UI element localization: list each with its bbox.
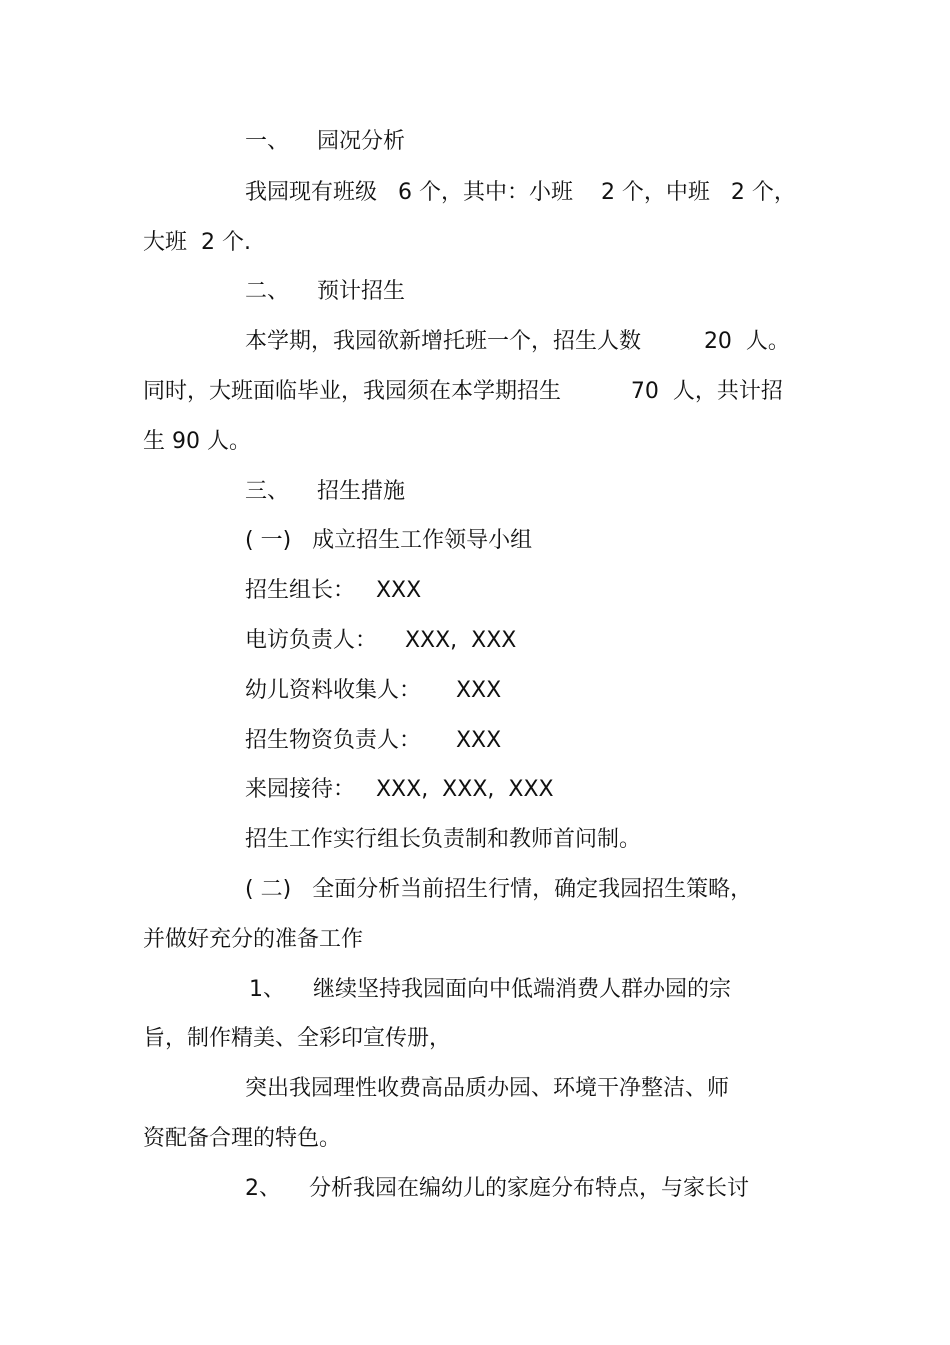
section-heading-3: 三、 招生措施 [245,479,405,504]
subsection-heading-2: ( 二) 全面分析当前招生行情，确定我园招生策略， [245,877,753,902]
paragraph-line: 大班 2 个. [143,230,251,255]
paragraph-line: 同时，大班面临毕业，我园须在本学期招生 70 人，共计招 [143,379,783,404]
paragraph-line: 突出我园理性收费高品质办园、环境干净整洁、师 [245,1076,730,1101]
numbered-item-2: 2、 分析我园在编幼儿的家庭分布特点，与家长讨 [245,1176,749,1201]
paragraph-line: 招生工作实行组长负责制和教师首问制。 [245,827,642,852]
list-item: 电访负责人： XXX, XXX [245,628,517,653]
list-item: 招生物资负责人： XXX [245,728,502,753]
section-heading-1: 一、 园况分析 [245,129,405,154]
paragraph-line: 旨，制作精美、全彩印宣传册， [143,1026,452,1051]
paragraph-line: 生 90 人。 [143,429,251,454]
paragraph-line: 本学期，我园欲新增托班一个，招生人数 20 人。 [245,329,790,354]
list-item: 来园接待： XXX, XXX, XXX [245,777,554,802]
paragraph-line: 我园现有班级 6 个，其中：小班 2 个，中班 2 个， [245,180,796,205]
numbered-item-1: 1、 继续坚持我园面向中低端消费人群办园的宗 [249,977,731,1002]
paragraph-line: 并做好充分的准备工作 [143,927,364,952]
section-heading-2: 二、 预计招生 [245,279,405,304]
list-item: 招生组长： XXX [245,578,422,603]
list-item: 幼儿资料收集人： XXX [245,678,502,703]
paragraph-line: 资配备合理的特色。 [143,1126,342,1151]
subsection-heading-1: ( 一) 成立招生工作领导小组 [245,528,533,553]
